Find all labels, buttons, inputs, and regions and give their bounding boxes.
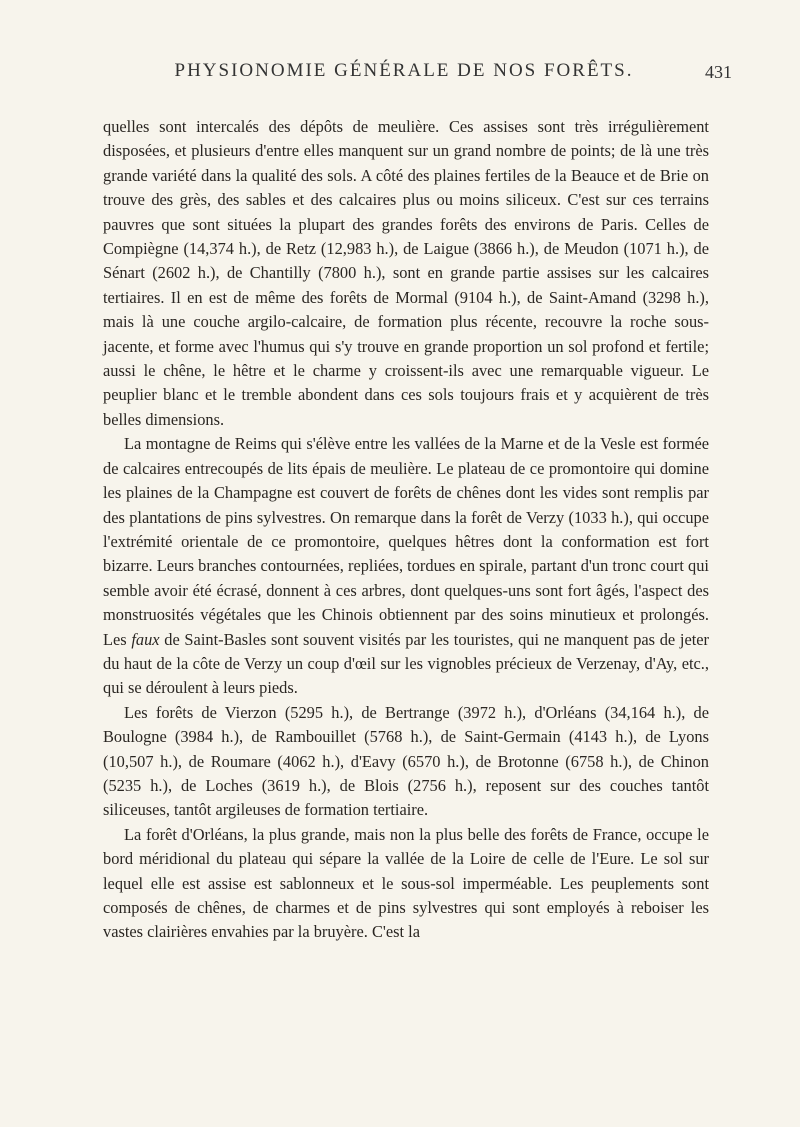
italic-term-faux: faux <box>131 629 160 649</box>
body-text <box>103 115 709 945</box>
paragraph-montagne-de-reims <box>103 432 709 700</box>
paragraph-continued: quelles sont intercalés des dépôts de meulière. Ces assises sont très irrégulièrement disposées, et plusieurs d'entre elles manquent sur un grand nombre de points; de là une très grande variété dans la qualité des sols. A côté des plaines fertiles de la Beauce et de Brie on trouve des grès, des sables et des calcaires plus ou moins siliceux. C'est sur ces terrains pauvres que sont situées la plupart des grandes forêts des environs de Paris. Celles de Compiègne (14,374 h.), de Retz (12,983 h.), de Laigue (3866 h.), de Meudon (1071 h.), de Sénart (2602 h.), de Chantilly (7800 h.), sont en grande partie assises sur les calcaires tertiaires. Il en est de même des forêts de Mormal (9104 h.), de Saint-Amand (3298 h.), mais là une couche argilo-calcaire, de formation plus récente, recouvre la roche sous-jacente, et forme avec l'humus qui s'y trouve en grande proportion un sol profond et fertile; aussi le chêne, le hêtre et le charme y croissent-ils avec une remarquable vigueur. Le peuplier blanc et le tremble abondent dans ces sols toujours frais et y acquièrent de très belles dimensions. <box>103 117 709 429</box>
paragraph-text-part: La montagne de Reims qui s'élève entre les vallées de la Marne et de la Vesle est formée de calcaires entrecoupés de lits épais de meulière. Le plateau de ce promontoire qui domine les plaines de la Champagne est couvert de forêts de chênes dont les vides sont remplis par des plantations de pins sylvestres. On remarque dans la forêt de Verzy (1033 h.), qui occupe l'extrémité orientale de ce promontoire, quelques hêtres dont la conformation est fort bizarre. Leurs branches contournées, repliées, tordues en spirale, partant d'un tronc court qui semble avoir été écrasé, donnent à ces arbres, dont quelques-uns sont fort âgés, l'aspect des monstruosités végétales que les Chinois obtiennent par des soins minutieux et prolongés. Les <box>103 434 709 649</box>
paragraph-foret-orleans: La forêt d'Orléans, la plus grande, mais non la plus belle des forêts de France, occupe le bord méridional du plateau qui sépare la vallée de la Loire de celle de l'Eure. Le sol sur lequel elle est assise est sablonneux et le sous-sol imperméable. Les peuplements sont composés de chênes, de charmes et de pins sylvestres qui sont employés à reboiser les vastes clairières envahies par la bruyère. C'est la <box>103 824 709 942</box>
paragraph-text-part: de Saint-Basles sont souvent visités par les touristes, qui ne manquent pas de jeter du haut de la côte de Verzy un coup d'œil sur les vignobles précieux de Verzenay, d'Ay, etc., qui se déroulent à leurs pieds. <box>103 629 710 698</box>
paragraph-forests-list: Les forêts de Vierzon (5295 h.), de Bertrange (3972 h.), d'Orléans (34,164 h.), de Boulogne (3984 h.), de Rambouillet (5768 h.), de Saint-Germain (4143 h.), de Lyons (10,507 h.), de Roumare (4062 h.), d'Eavy (6570 h.), de Brotonne (6758 h.), de Chinon (5235 h.), de Loches (3619 h.), de Blois (2756 h.), reposent sur des couches tantôt siliceuses, tantôt argileuses de formation tertiaire. <box>103 702 709 820</box>
running-title: PHYSIONOMIE GÉNÉRALE DE NOS FORÊTS. <box>174 60 634 81</box>
page-number: 431 <box>705 62 732 82</box>
